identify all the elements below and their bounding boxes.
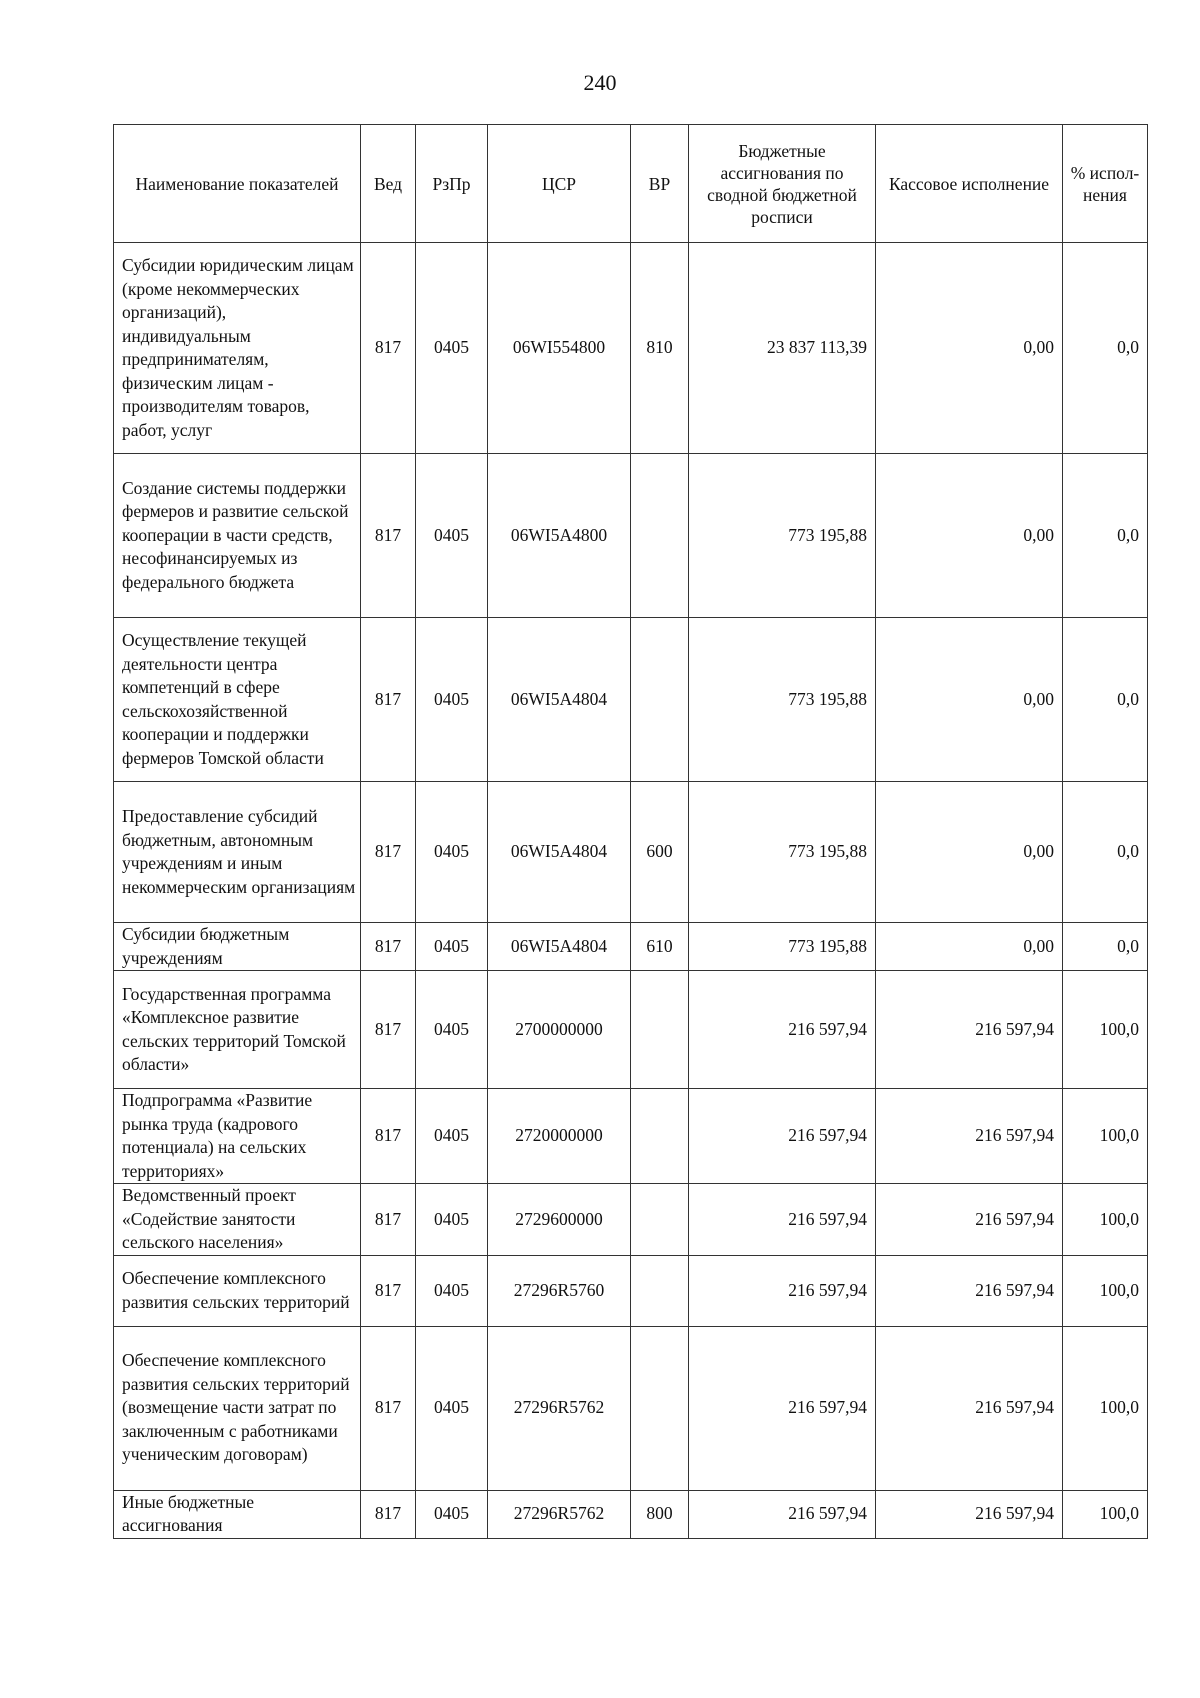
row-assignments: 216 597,94 xyxy=(689,1089,876,1184)
row-cash: 216 597,94 xyxy=(876,1490,1063,1538)
row-ved: 817 xyxy=(361,923,416,971)
row-csr: 27296R5762 xyxy=(488,1326,631,1490)
row-assignments: 773 195,88 xyxy=(689,454,876,618)
row-percent: 0,0 xyxy=(1063,782,1148,923)
row-name: Субсидии юридическим лицам (кроме некоммерческих организаций), индивидуальным предпринимателям, физическим лицам - производителям товаров, работ, услуг xyxy=(114,243,361,454)
row-name: Осуществление текущей деятельности центра компетенций в сфере сельскохозяйственной кооперации и поддержки фермеров Томской области xyxy=(114,618,361,782)
row-rzpr: 0405 xyxy=(416,1255,488,1326)
row-assignments: 216 597,94 xyxy=(689,971,876,1089)
row-vr xyxy=(631,454,689,618)
row-cash: 216 597,94 xyxy=(876,1255,1063,1326)
table-row xyxy=(114,243,1148,454)
row-vr xyxy=(631,1184,689,1256)
row-percent: 100,0 xyxy=(1063,1490,1148,1538)
row-csr: 2700000000 xyxy=(488,971,631,1089)
row-rzpr: 0405 xyxy=(416,782,488,923)
header-percent: % испол-нения xyxy=(1063,125,1148,243)
row-assignments: 773 195,88 xyxy=(689,618,876,782)
row-rzpr: 0405 xyxy=(416,923,488,971)
row-csr: 06WI5A4804 xyxy=(488,923,631,971)
table-header-row xyxy=(114,125,1148,243)
row-rzpr: 0405 xyxy=(416,1326,488,1490)
table-row xyxy=(114,971,1148,1089)
row-percent: 100,0 xyxy=(1063,1089,1148,1184)
row-ved: 817 xyxy=(361,243,416,454)
table-row xyxy=(114,782,1148,923)
row-vr xyxy=(631,1255,689,1326)
row-name: Создание системы поддержки фермеров и развитие сельской кооперации в части средств, несофинансируемых из федерального бюджета xyxy=(114,454,361,618)
table-row xyxy=(114,618,1148,782)
row-cash: 216 597,94 xyxy=(876,971,1063,1089)
row-assignments: 216 597,94 xyxy=(689,1255,876,1326)
row-cash: 216 597,94 xyxy=(876,1326,1063,1490)
row-vr: 800 xyxy=(631,1490,689,1538)
row-name: Предоставление субсидий бюджетным, автономным учреждениям и иным некоммерческим организациям xyxy=(114,782,361,923)
row-rzpr: 0405 xyxy=(416,243,488,454)
row-csr: 06WI5A4800 xyxy=(488,454,631,618)
row-csr: 06WI5A4804 xyxy=(488,618,631,782)
row-name: Обеспечение комплексного развития сельских территорий xyxy=(114,1255,361,1326)
row-vr xyxy=(631,971,689,1089)
row-cash: 0,00 xyxy=(876,618,1063,782)
row-percent: 100,0 xyxy=(1063,1255,1148,1326)
row-percent: 0,0 xyxy=(1063,454,1148,618)
row-ved: 817 xyxy=(361,971,416,1089)
row-csr: 27296R5762 xyxy=(488,1490,631,1538)
row-vr xyxy=(631,618,689,782)
row-ved: 817 xyxy=(361,1184,416,1256)
table-row xyxy=(114,923,1148,971)
row-csr: 06WI554800 xyxy=(488,243,631,454)
header-csr: ЦСР xyxy=(488,125,631,243)
row-name: Обеспечение комплексного развития сельских территорий (возмещение части затрат по заключенным с работниками ученическим договорам) xyxy=(114,1326,361,1490)
row-percent: 100,0 xyxy=(1063,1326,1148,1490)
row-rzpr: 0405 xyxy=(416,618,488,782)
header-name: Наименование показателей xyxy=(114,125,361,243)
row-ved: 817 xyxy=(361,454,416,618)
row-assignments: 23 837 113,39 xyxy=(689,243,876,454)
row-cash: 0,00 xyxy=(876,454,1063,618)
row-vr: 610 xyxy=(631,923,689,971)
table-row xyxy=(114,1184,1148,1256)
row-name: Ведомственный проект «Содействие занятости сельского населения» xyxy=(114,1184,361,1256)
row-cash: 216 597,94 xyxy=(876,1184,1063,1256)
row-rzpr: 0405 xyxy=(416,971,488,1089)
row-vr xyxy=(631,1326,689,1490)
budget-table xyxy=(113,124,1148,1539)
header-rzpr: РзПр xyxy=(416,125,488,243)
row-assignments: 773 195,88 xyxy=(689,923,876,971)
page-number: 240 xyxy=(583,70,617,95)
row-assignments: 216 597,94 xyxy=(689,1184,876,1256)
header-ved: Вед xyxy=(361,125,416,243)
row-csr: 2720000000 xyxy=(488,1089,631,1184)
row-ved: 817 xyxy=(361,618,416,782)
row-csr: 06WI5A4804 xyxy=(488,782,631,923)
row-percent: 0,0 xyxy=(1063,923,1148,971)
row-rzpr: 0405 xyxy=(416,454,488,618)
row-assignments: 773 195,88 xyxy=(689,782,876,923)
row-name: Подпрограмма «Развитие рынка труда (кадрового потенциала) на сельских территориях» xyxy=(114,1089,361,1184)
row-ved: 817 xyxy=(361,1326,416,1490)
table-row xyxy=(114,1255,1148,1326)
row-name: Субсидии бюджетным учреждениям xyxy=(114,923,361,971)
row-ved: 817 xyxy=(361,1255,416,1326)
row-csr: 27296R5760 xyxy=(488,1255,631,1326)
table-row xyxy=(114,1089,1148,1184)
row-percent: 100,0 xyxy=(1063,1184,1148,1256)
row-rzpr: 0405 xyxy=(416,1184,488,1256)
row-rzpr: 0405 xyxy=(416,1490,488,1538)
row-cash: 216 597,94 xyxy=(876,1089,1063,1184)
row-percent: 100,0 xyxy=(1063,971,1148,1089)
row-vr: 600 xyxy=(631,782,689,923)
header-cash-execution: Кассовое исполнение xyxy=(876,125,1063,243)
row-cash: 0,00 xyxy=(876,923,1063,971)
row-percent: 0,0 xyxy=(1063,243,1148,454)
row-csr: 2729600000 xyxy=(488,1184,631,1256)
row-cash: 0,00 xyxy=(876,243,1063,454)
table-row xyxy=(114,454,1148,618)
row-vr xyxy=(631,1089,689,1184)
header-assignments: Бюджетные ассигнования по сводной бюджетной росписи xyxy=(689,125,876,243)
row-rzpr: 0405 xyxy=(416,1089,488,1184)
row-ved: 817 xyxy=(361,1490,416,1538)
row-name: Иные бюджетные ассигнования xyxy=(114,1490,361,1538)
header-vr: ВР xyxy=(631,125,689,243)
row-ved: 817 xyxy=(361,782,416,923)
row-assignments: 216 597,94 xyxy=(689,1326,876,1490)
row-ved: 817 xyxy=(361,1089,416,1184)
row-assignments: 216 597,94 xyxy=(689,1490,876,1538)
row-name: Государственная программа «Комплексное развитие сельских территорий Томской области» xyxy=(114,971,361,1089)
table-row xyxy=(114,1326,1148,1490)
row-percent: 0,0 xyxy=(1063,618,1148,782)
row-vr: 810 xyxy=(631,243,689,454)
row-cash: 0,00 xyxy=(876,782,1063,923)
table-row xyxy=(114,1490,1148,1538)
